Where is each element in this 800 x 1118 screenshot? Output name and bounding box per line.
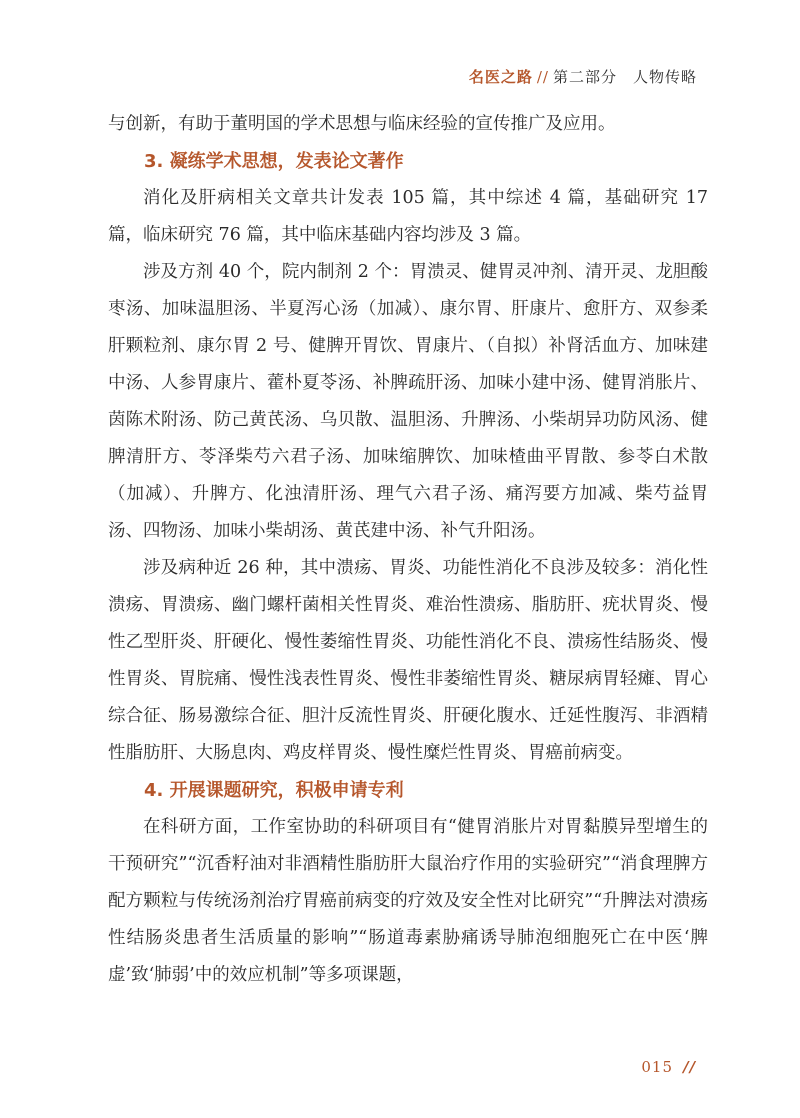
header-separator: // xyxy=(536,68,549,86)
page-footer xyxy=(641,1058,696,1076)
footer-slashes: // xyxy=(683,1058,696,1076)
paragraph-prescriptions: 涉及方剂 40 个，院内制剂 2 个：胃溃灵、健胃灵冲剂、清开灵、龙胆酸枣汤、加味温胆汤、半夏泻心汤（加减）、康尔胃、肝康片、愈肝方、双参柔肝颗粒剂、康尔胃 2 号、健脾开胃饮、胃康片、（自拟）补肾活血方、加味建中汤、人参胃康片、藿朴夏苓汤、补脾疏肝汤、加味小建中汤、健胃消胀片、茵陈术附汤、防己黄芪汤、乌贝散、温胆汤、升脾汤、小柴胡异功防风汤、健脾清肝方、苓泽柴芍六君子汤、加味缩脾饮、加味楂曲平胃散、参苓白术散（加减）、升脾方、化浊清肝汤、理气六君子汤、痛泻要方加减、柴芍益胃汤、四物汤、加味小柴胡汤、黄芪建中汤、补气升阳汤。 xyxy=(108,262,708,541)
paragraph-articles: 消化及肝病相关文章共计发表 105 篇，其中综述 4 篇，基础研究 17 篇，临床研究 76 篇，其中临床基础内容均涉及 3 篇。 xyxy=(108,188,708,245)
page-number: 015 xyxy=(641,1058,674,1076)
paragraph-continuation: 与创新，有助于董明国的学术思想与临床经验的宣传推广及应用。 xyxy=(108,114,616,134)
section-heading-3: 3. 凝练学术思想，发表论文著作 xyxy=(144,151,404,172)
section-title: 第二部分 人物传略 xyxy=(552,68,697,86)
paragraph-diseases: 涉及病种近 26 种，其中溃疡、胃炎、功能性消化不良涉及较多：消化性溃疡、胃溃疡、幽门螺杆菌相关性胃炎、难治性溃疡、脂肪肝、疣状胃炎、慢性乙型肝炎、肝硬化、慢性萎缩性胃炎、功能性消化不良、溃疡性结肠炎、慢性胃炎、胃脘痛、慢性浅表性胃炎、慢性非萎缩性胃炎、糖尿病胃轻瘫、胃心综合征、肠易激综合征、胆汁反流性胃炎、肝硬化腹水、迁延性腹泻、非酒精性脂肪肝、大肠息肉、鸡皮样胃炎、慢性糜烂性胃炎、胃癌前病变。 xyxy=(108,558,708,763)
paragraph-research: 在科研方面，工作室协助的科研项目有“健胃消胀片对胃黏膜异型增生的干预研究”“沉香籽油对非酒精性脂肪肝大鼠治疗作用的实验研究”“消食理脾方配方颗粒与传统汤剂治疗胃癌前病变的疗效及安全性对比研究”“升脾法对溃疡性结肠炎患者生活质量的影响”“肠道毒素胁痛诱导肺泡细胞死亡在中医‘脾虚’致‘肺弱’中的效应机制”等多项课题， xyxy=(108,817,708,985)
page-body xyxy=(108,106,708,994)
section-heading-4: 4. 开展课题研究，积极申请专利 xyxy=(144,780,404,801)
running-header xyxy=(469,66,697,87)
book-title: 名医之路 xyxy=(468,68,533,86)
